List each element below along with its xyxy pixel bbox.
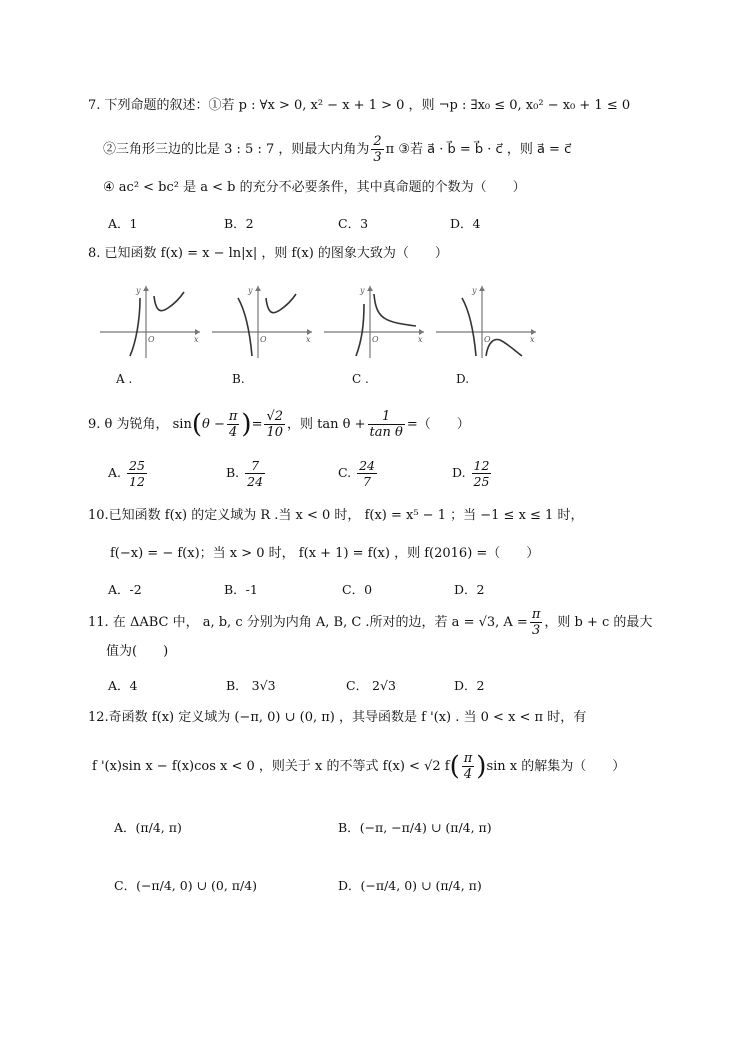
q12-option-b: B．(−π, −π/4) ∪ (π/4, π) (338, 820, 492, 835)
graph-b (208, 284, 318, 360)
q12-line2: f '(x)sin x − f(x)cos x < 0 ，则关于 x 的不等式 f(x) < √2 f( $\frac{\pi}{4}$ )sin x 的解集为（ ） (92, 751, 626, 782)
graph-a-origin: O (148, 335, 155, 344)
graph-label-d: D. (456, 372, 470, 386)
q10-option-b: B．-1 (224, 582, 258, 597)
graph-a (96, 284, 206, 360)
graph-a-y: y (136, 286, 141, 295)
graph-c-origin: O (372, 335, 379, 344)
q12-line1: 12.奇函数 f(x) 定义域为 (−π, 0) ∪ (0, π) ，其导函数是 f '(x) . 当 0 < x < π 时，有 (88, 710, 587, 725)
q10-option-d: D．2 (454, 582, 485, 597)
graph-b-origin: O (260, 335, 267, 344)
q9-option-a: A. $\frac{25}{12}$ (108, 458, 145, 489)
q12-option-c: C．(−π/4, 0) ∪ (0, π/4) (114, 878, 258, 893)
q12-line2-a: f '(x)sin x − f(x)cos x < 0 ，则关于 x 的不等式 f(x) < √2 f (92, 759, 450, 774)
q7-line2 (103, 134, 571, 165)
q11-option-a: A．4 (108, 678, 138, 693)
q12-option-a: A．(π/4, π) (114, 820, 182, 835)
graph-label-a: A . (116, 372, 133, 386)
q7-option-a: A．1 (108, 216, 138, 231)
q11-pi-over-3: $\frac{\pi}{3}$ (531, 607, 541, 638)
graph-label-b: B. (232, 372, 245, 386)
graph-d-origin: O (484, 335, 491, 344)
q7-option-b: B．2 (224, 216, 254, 231)
q8-stem: 8. 已知函数 f(x) = x − ln|x| ，则 f(x) 的图象大致为（ ） (88, 246, 448, 261)
q9-mid: ，则 tan θ + (287, 417, 366, 432)
q12-option-d: D．(−π/4, 0) ∪ (π/4, π) (338, 878, 482, 893)
q12-pi-over-4: $\frac{\pi}{4}$ (463, 751, 473, 782)
graph-c-y: y (360, 286, 365, 295)
q9-sqrt2-over-10: $\frac{√2}{10}$ (266, 409, 284, 440)
q7-line2-b: π ③若 a⃗ · b⃗ = b⃗ · c⃗ ，则 a⃗ = c⃗ (385, 142, 572, 157)
graph-d-y: y (472, 286, 477, 295)
graph-label-c: C . (352, 372, 369, 386)
graph-b-x: x (306, 335, 311, 344)
q11-line2: 值为( ) (106, 644, 169, 659)
q9-pre: 9. θ 为锐角， sin (88, 417, 192, 432)
q7-line2-a: ②三角形三边的比是 3 : 5 : 7 ，则最大内角为 (103, 142, 370, 157)
graph-d-x: x (530, 335, 535, 344)
q7-option-c: C．3 (338, 216, 369, 231)
q7-line1: 7. 下列命题的叙述：①若 p : ∀x > 0, x² − x + 1 > 0 ，则 ¬p : ∃x₀ ≤ 0, x₀² − x₀ + 1 ≤ 0 (88, 98, 631, 113)
q10-line1: 10.已知函数 f(x) 的定义域为 R .当 x < 0 时， f(x) = x⁵ − 1 ；当 −1 ≤ x ≤ 1 时， (88, 508, 584, 523)
q9-option-c: C. $\frac{24}{7}$ (338, 458, 375, 489)
q9-paren-close: ) (241, 409, 252, 440)
graph-a-x: x (194, 335, 199, 344)
q11-option-c: C． 2√3 (346, 678, 396, 693)
q9-paren-open: ( (191, 409, 202, 440)
q12-line2-b: sin x 的解集为（ ） (486, 759, 626, 774)
q10-option-a: A．-2 (108, 582, 142, 597)
graph-d (432, 284, 542, 360)
q9-one-over-tan: $\frac{1}{\text{tan θ}}$ (369, 409, 403, 440)
q11-post: ，则 b + c 的最大 (544, 615, 653, 630)
q11-pre: 11. 在 ΔABC 中， a, b, c 分别为内角 A, B, C .所对的边，若 a = √3, A = (88, 615, 528, 630)
graph-c (320, 284, 430, 360)
q10-option-c: C．0 (342, 582, 373, 597)
q9-stem: 9. θ 为锐角， sin(θ − $\frac{\pi}{4}$ )= $\frac{√2}{10}$ ，则 tan θ + $\frac{1}{\text{tan θ}}$ =（ ） (88, 409, 470, 440)
q9-option-b: B. $\frac{7}{24}$ (226, 458, 264, 489)
q9-post: =（ ） (406, 417, 470, 432)
graph-c-x: x (418, 335, 423, 344)
q11-line1 (88, 606, 652, 640)
graph-b-y: y (248, 286, 253, 295)
q9-option-d: D. $\frac{12}{25}$ (452, 458, 490, 489)
q11-option-b: B． 3√3 (226, 678, 276, 693)
q7-line3: ④ ac² < bc² 是 a < b 的充分不必要条件，其中真命题的个数为（ ） (103, 180, 526, 195)
q11-option-d: D．2 (454, 678, 485, 693)
q9-pi-over-4: $\frac{\pi}{4}$ (228, 409, 238, 440)
q7-fraction: $\frac{2}{3}$ (373, 134, 382, 165)
q9-theta: θ − (202, 417, 225, 432)
q10-line2: f(−x) = − f(x)；当 x > 0 时， f(x + 1) = f(x) ，则 f(2016) =（ ） (110, 546, 540, 561)
q7-option-d: D．4 (450, 216, 481, 231)
